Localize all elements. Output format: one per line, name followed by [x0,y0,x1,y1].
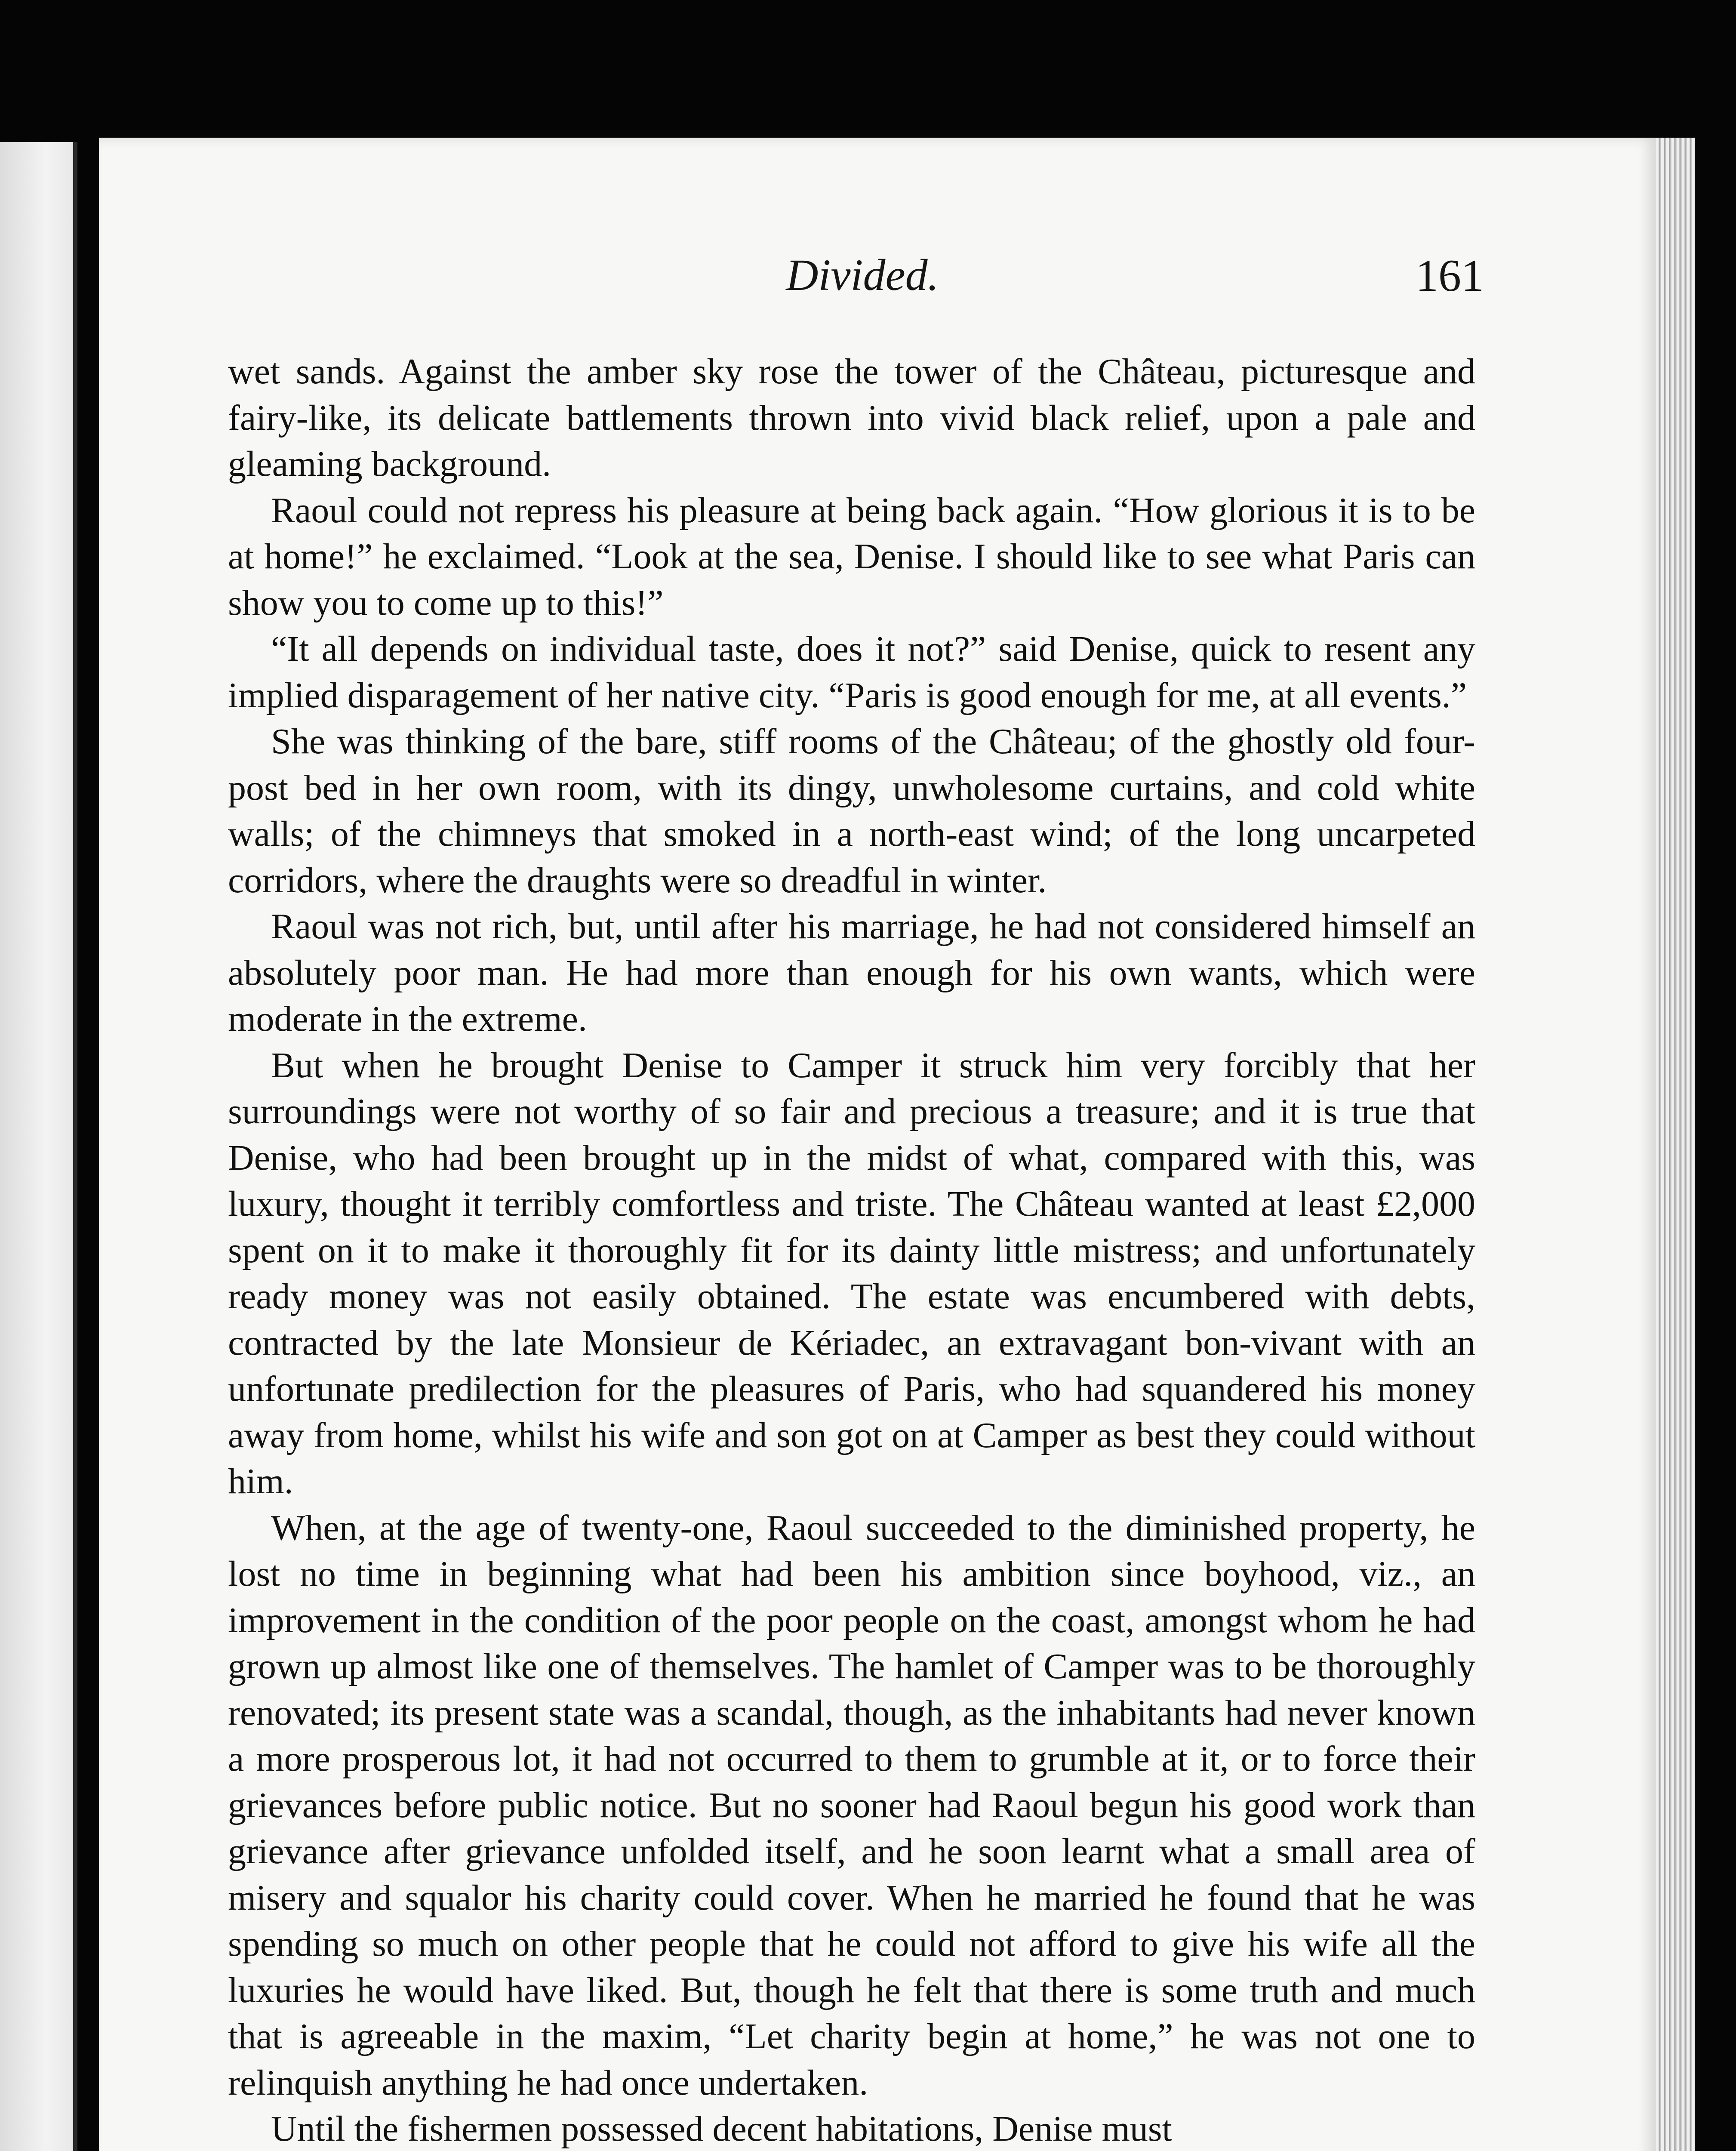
paragraph-7: When, at the age of twenty-one, Raoul succeeded to the diminished property, he lost no time in beginning what had been his ambition since boyhood, viz., an improvement in the condition of the poor people on the coast, amongst whom he had grown up almost like one of themselves. The hamlet of Camper was to be thoroughly renovated; its present state was a scandal, though, as the inhabitants had never known a more prosperous lot, it had not occurred to them to grumble at it, or to force their grievances before public notice. But no sooner had Raoul begun his good work than grievance after grievance unfolded itself, and he soon learnt what a small area of misery and squalor his charity could cover. When he married he found that he was spending so much on other people that he could not afford to give his wife all the luxuries he would have liked. But, though he felt that there is some truth and much that is agreeable in the maxim, “Let charity begin at home,” he was not one to relinquish anything he had once undertaken. [228,1507,1475,2103]
page-header [241,250,1484,310]
running-title: Divided. [786,250,939,300]
paragraph-5: Raoul was not rich, but, until after his marriage, he had not considered himself an absolutely poor man. He had more than enough for his own wants, which were moderate in the extreme. [228,906,1475,1039]
paragraph-6: But when he brought Denise to Camper it struck him very forcibly that her surroundings were not worthy of so fair and precious a treasure; and it is true that Denise, who had been brought up in the midst of what, compared with this, was luxury, thought it terribly comfortless and triste. The Château wanted at least £2,000 spent on it to make it thoroughly fit for its dainty little mistress; and unfortunately ready money was not easily obtained. The estate was encumbered with debts, contracted by the late Monsieur de Kériadec, an extravagant bon-vivant with an unfortunate predilection for the pleasures of Paris, who had squandered his money away from home, whilst his wife and son got on at Camper as best they could without him. [228,1045,1475,1501]
paragraph-2: Raoul could not repress his pleasure at being back again. “How glorious it is to be at home!” he exclaimed. “Look at the sea, Denise. I should like to see what Paris can show you to come up to this!” [228,490,1475,623]
paragraph-1: wet sands. Against the amber sky rose the tower of the Château, picturesque and fairy-like, its delicate battlements thrown into vivid black relief, upon a pale and gleaming background. [228,351,1475,484]
page-number: 161 [1416,250,1484,301]
paragraph-3: “It all depends on individual taste, does it not?” said Denise, quick to resent any implied disparagement of her native city. “Paris is good enough for me, at all events.” [228,629,1475,715]
body-text [228,348,1475,2151]
paragraph-4: She was thinking of the bare, stiff rooms of the Château; of the ghostly old four-post bed in her own room, with its dingy, unwholesome curtains, and cold white walls; of the chimneys that smoked in a north-east wind; of the long uncarpeted corridors, where the draughts were so dreadful in winter. [228,721,1475,900]
paragraph-8: Until the fishermen possessed decent habitations, Denise must [271,2109,1172,2149]
page-stack-edge [1656,138,1695,2151]
left-page-edge [0,142,77,2151]
